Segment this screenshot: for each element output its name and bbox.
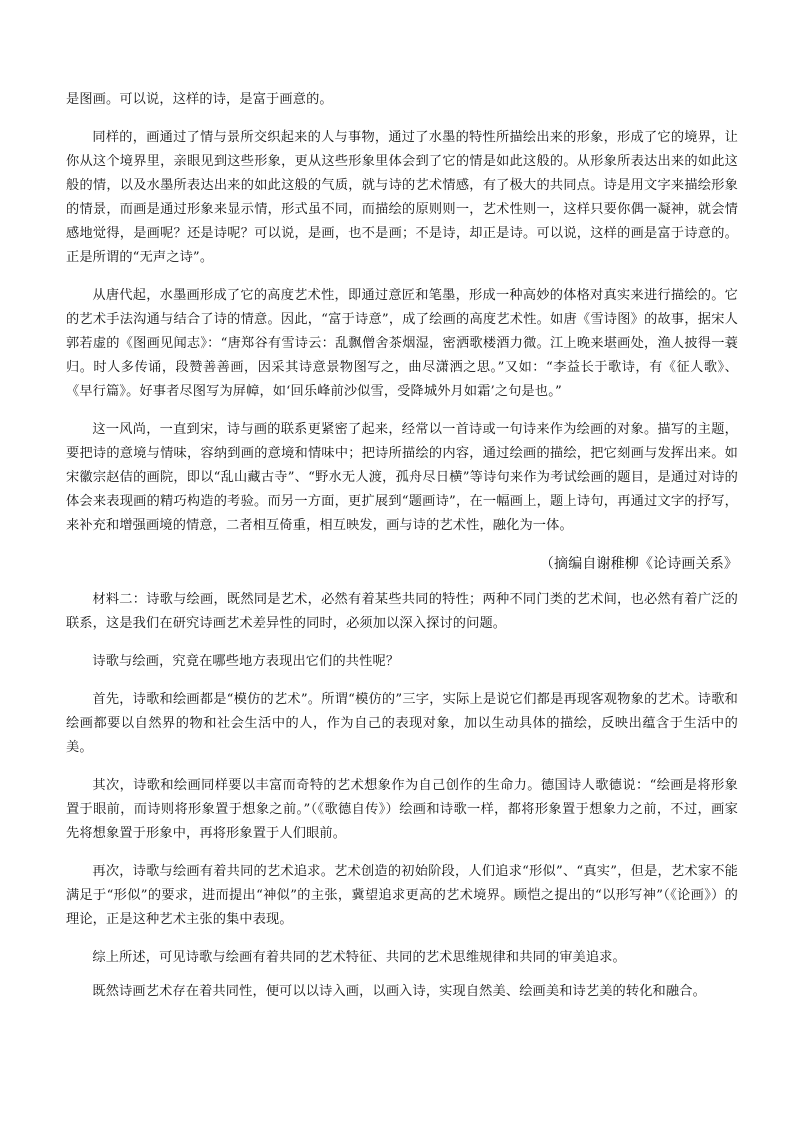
paragraph-0: 是图画。可以说，这样的诗，是富于画意的。 [66,92,333,107]
paragraph-conclusion: 既然诗画艺术存在着共同性，便可以以诗入画，以画入诗，实现自然美、绘画美和诗艺美的转化和融合。 [92,984,706,999]
source-citation: （摘编自谢稚柳《论诗画关系》 [539,556,738,572]
document-page [66,88,738,1018]
paragraph-first-point: 首先，诗歌和绘画都是“模仿的艺术”。所谓“模仿的”三字，实际上是说它们都是再现客观物象的艺术。诗歌和绘画都要以自然界的物和社会生活中的人，作为自己的表现对象，加以生动具体的描绘，反映出蕴含于生活中的美。 [66,692,738,755]
paragraph-2: 从唐代起，水墨画形成了它的高度艺术性，即通过意匠和笔墨，形成一种高妙的体格对真实来进行描绘的。它的艺术手法沟通与结合了诗的情意。因此，“富于诗意”，成了绘画的高度艺术性。如唐《雪诗图》的故事，据宋人郭若虚的《图画见闻志》：“唐郑谷有雪诗云：乱飘僧舍茶烟湿，密洒歌楼酒力微。江上晚来堪画处，渔人披得一蓑归。时人多传诵，段赞善善画，因采其诗意景物图写之，曲尽潇洒之思。”又如：“李益长于歌诗，有《征人歌》、《早行篇》。好事者尽图写为屏幛，如‘回乐峰前沙似雪，受降城外月如霜’之句是也。” [66,288,738,399]
paragraph-question: 诗歌与绘画，究竟在哪些地方表现出它们的共性呢？ [92,654,400,669]
paragraph-material-two: 材料二：诗歌与绘画，既然同是艺术，必然有着某些共同的特性；两种不同门类的艺术间，也必然有着广泛的联系，这是我们在研究诗画艺术差异性的同时，必须加以深入探讨的问题。 [66,592,738,631]
paragraph-second-point: 其次，诗歌和绘画同样要以丰富而奇特的艺术想象作为自己创作的生命力。德国诗人歌德说：“绘画是将形象置于眼前，而诗则将形象置于想象之前。”（《歌德自传》）绘画和诗歌一样，都将形象置于想象力之前，不过，画家先将想象置于形象中，再将形象置于人们眼前。 [66,778,738,841]
paragraph-1: 同样的，画通过了情与景所交织起来的人与事物，通过了水墨的特性所描绘出来的形象，形成了它的境界，让你从这个境界里，亲眼见到这些形象，更从这些形象里体会到了它的情是如此这般的。从形象所表达出来的如此这般的情，以及水墨所表达出来的如此这般的气质，就与诗的艺术情感，有了极大的共同点。诗是用文字来描绘形象的情景，而画是通过形象来显示情，形式虽不同，而描绘的原则则一，艺术性则一，这样只要你偶一凝神，就会情感地觉得，是画呢？还是诗呢？可以说，是画，也不是画；不是诗，却正是诗。可以说，这样的画是富于诗意的。正是所谓的“无声之诗”。 [66,130,738,265]
paragraph-third-point: 再次，诗歌与绘画有着共同的艺术追求。艺术创造的初始阶段，人们追求“形似”、“真实”，但是，艺术家不能满足于“形似”的要求，进而提出“神似”的主张，冀望追求更高的艺术境界。顾恺之提出的“以形写神”（《论画》）的理论，正是这种艺术主张的集中表现。 [66,864,738,927]
paragraph-3: 这一风尚，一直到宋，诗与画的联系更紧密了起来，经常以一首诗或一句诗来作为绘画的对象。描写的主题，要把诗的意境与情味，容纳到画的意境和情味中；把诗所描绘的内容，通过绘画的描绘，把它刻画与发挥出来。如宋徽宗赵佶的画院，即以“乱山藏古寺”、“野水无人渡，孤舟尽日横”等诗句来作为考试绘画的题目，是通过对诗的体会来表现画的精巧构造的考验。而另一方面，更扩展到“题画诗”，在一幅画上，题上诗句，再通过文字的抒写，来补充和增强画境的情意，二者相互倚重，相互映发，画与诗的艺术性，融化为一体。 [66,422,738,533]
paragraph-summary: 综上所述，可见诗歌与绘画有着共同的艺术特征、共同的艺术思维规律和共同的审美追求。 [92,950,626,965]
